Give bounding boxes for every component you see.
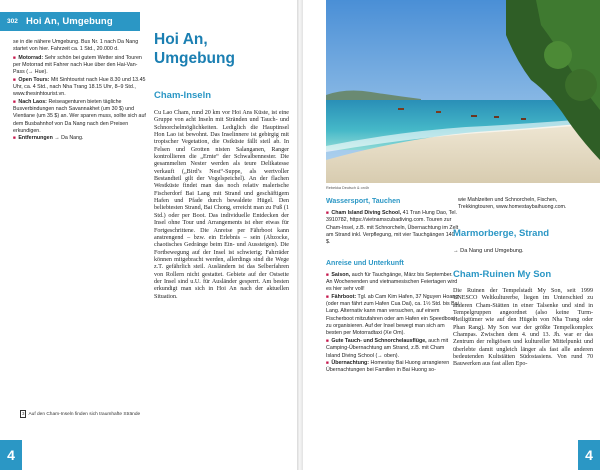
subsection-title: Cham-Inseln <box>154 90 212 101</box>
info-entry-label: Motorrad: <box>18 54 44 61</box>
chapter-title <box>154 31 235 68</box>
beach-photo <box>326 0 600 183</box>
info-entry-label: Fährboot: <box>331 293 357 300</box>
info-entry-text: Mit Sinhtourist nach Hue 8.30 und 13.45 Uhr, ca. 4 Std., nach Nha Trang 18.15 Uhr, 8–9 Std., www.thesinhtourist.vn. <box>13 76 146 98</box>
info-entry-text: Sehr schön bei gutem Wetter sind Touren per Motorrad mit Fahrer nach Hue über den Hai-Van-Pass (→ Hue). <box>13 54 142 76</box>
body-paragraph: Cu Lao Cham, rund 20 km vor Hoi Ans Küste, ist eine Gruppe von acht Inseln mit Stränden und Tauch- und Schnorchelmöglichkeiten. Lediglich die Hauptinsel Hon Lao ist bewohnt. Das Inselinnere ist gebirgig mit tropischer Vegetation, die Ostküste fällt steil ab. In Felsen und Grotten nisten Salanganen, Ranger kontrollieren die „Ernte“ der Schwalbennester. Die gesammelten Nester werden als teure Delikatesse verkauft („Bird’s Nest“-Suppe, als wertvoller Bestandteil gilt der Vogelspeichel). An der flachen Westküste findet man das noch relativ malerische Fischerdorf Bai Lang mit Strand und geschäftigem Hafen und Pfade durch bewaldete Hügel. Den beliebtesten Strand, Bai Chong, erreicht man zu Fuß (1 Std.) oder per Boot. Das individuelle Entdecken der Insel ohne Tour und Arrangements ist eher etwas für Fortgeschrittene. Die Anreise per Fährboot kann anstrengend – bzw. ein Erlebnis – sein (Abzocke, chaotisches Gedränge beim Ein- und Aussteigen). Die Fortbewegung auf der Insel ist schwierig; Fahrräder können mitgebracht werden, allerdings sind die Wege z.T. gefährlich steil. Ausländern ist das Selberfahren von Rollern nicht gestattet. Gebiete auf der Ostseite der Insel sind u.U. für Ausländer gesperrt. Am besten erkundigt man sich in Hoi An nach der aktuellen Situation. <box>154 110 289 300</box>
bullet-icon: ■ <box>13 136 16 142</box>
beach-photo-image <box>326 0 600 183</box>
bullet-icon: ■ <box>326 211 329 216</box>
intro-line: startet von hier. Fahrzeit ca. 1 Std., 20.000 d. <box>13 46 119 53</box>
bullet-icon: ■ <box>326 294 329 300</box>
chapter-title-line: Umgebung <box>154 49 235 67</box>
info-entry-label: Übernachtung: <box>331 359 370 366</box>
photo-credit: Rebekka Deutsch & on4h <box>326 186 370 190</box>
info-column-2 <box>453 197 593 369</box>
info-entry <box>13 77 147 99</box>
info-entry <box>13 135 147 142</box>
caption-number: 3 <box>22 411 25 416</box>
info-entry <box>326 338 459 360</box>
info-entry-text: Tgl. ab Cam Kim Hafen, 37 Nguyen Hoang (oder man fährt zum Hafen Cua Dai), ca. 1½ Std. bis Bai Lang. Alternativ kann man versuchen, auf einem Fischerboot mitzufahren oder am Hafen ein Speedboat zu organisieren. Auf der Insel bewegt man sich am besten per Motorradtaxi (Xe Om). <box>326 293 459 337</box>
cross-reference: → Da Nang und Umgebung. <box>453 247 524 254</box>
info-entry-text: auch für Tauchgänge, März bis September. An Wochenenden und vietnamesischen Feiertagen wird es hier sehr voll! <box>326 271 458 293</box>
photo-caption <box>20 410 145 418</box>
left-page <box>0 0 297 470</box>
running-header-title: Hoi An, Umgebung <box>26 16 113 27</box>
info-entry-label: Open Tours: <box>18 76 50 83</box>
chapter-title-line: Hoi An, <box>154 31 208 48</box>
body-paragraph: Die Ruinen der Tempelstadt My Son, seit 1999 UNESCO Weltkulturerbe, liegen im Unterschied zu anderen Cham-Stätten in einer Talsenke und sind in Tempelgruppen angeordnet (also keine Turm-Heiligtümer wie auf den Hügeln von Nha Trang oder Phan Rang). My Son war der größte Tempelkomplex Champas. Zwischen dem 4. und 13. Jh. war er das Zentrum der religiösen und kultureller Mittelpunkt und überlebte damit ungleich länger als fast alle anderen bedeutenden Kultstätten Südostasiens. Von rund 70 Bauwerken aus fast allen Epo- <box>453 288 593 368</box>
info-entry-label: Gute Tauch- und Schnorchelausflüge, <box>331 337 427 344</box>
caption-text: Auf den Cham-Inseln finden sich traumhafte Strände <box>28 412 141 417</box>
info-entry <box>13 55 147 77</box>
info-heading: Anreise und Unterkunft <box>326 259 404 267</box>
info-entry <box>326 360 459 375</box>
info-entry-text: 41 Tran Hung Dao, Tel. 3910782, https://vietnamscubadiving.com. Touren zur Cham-Insel, z.B. mit Schnorcheln, Übernachtung im Zelt am Strand inkl. Verpflegung, mit vier Tauchgängen 140 $. <box>326 210 459 246</box>
info-heading: Wassersport, Tauchen <box>326 198 401 205</box>
main-text-column <box>154 90 289 301</box>
chapter-thumb-tab: 4 <box>578 440 600 470</box>
info-entry-text: → Da Nang. <box>54 135 84 142</box>
chapter-thumb-tab: 4 <box>0 440 22 470</box>
bullet-icon: ■ <box>13 99 16 105</box>
bullet-icon: ■ <box>13 77 16 83</box>
info-entry <box>13 99 147 136</box>
page-number: 302 <box>7 18 18 25</box>
info-entry-label: Nach Laos: <box>18 98 47 105</box>
info-entry-label: Saison, <box>331 271 351 278</box>
info-entry-text: Homestay Bai Huong arrangieren Übernachtungen bei Familien in Bai Huong so- <box>326 359 450 374</box>
info-column-1 <box>326 197 459 375</box>
info-entry <box>326 294 459 338</box>
info-entry-text: auch mit Camping-Übernachtung am Strand, z.B. mit Cham Island Diving School (→ oben). <box>326 337 449 359</box>
info-entry <box>326 210 459 247</box>
info-entry <box>326 272 459 294</box>
continued-text: wie Mahlzeiten und Schnorcheln, Fischen, Trekkingtouren, www.homestaybaihuong.com. <box>458 197 567 211</box>
right-page <box>303 0 600 470</box>
section-heading: Marmorberge, Strand <box>453 227 550 239</box>
intro-line: se in die nähere Umgebung. Bus Nr. 1 nach Da Nang <box>13 39 139 45</box>
bullet-icon: ■ <box>326 338 329 344</box>
section-heading: Cham-Ruinen My Son <box>453 269 552 281</box>
info-entry-text: Reiseagenturen bieten tägliche Busverbindungen nach Savannakhet (um 30 $) und Vientiane (um 35 $) an. Wer sparen muss, sollte sich auf dem Busbahnhof von Da Nang nach den Preisen erkundigen. <box>13 98 146 135</box>
running-header <box>0 12 140 31</box>
bullet-icon: ■ <box>326 272 329 278</box>
practical-info-column <box>13 39 147 143</box>
info-entry-label: Cham Island Diving School, <box>331 210 402 216</box>
bullet-icon: ■ <box>13 55 16 61</box>
bullet-icon: ■ <box>326 360 329 366</box>
info-entry-label: Entfernungen <box>18 135 53 142</box>
